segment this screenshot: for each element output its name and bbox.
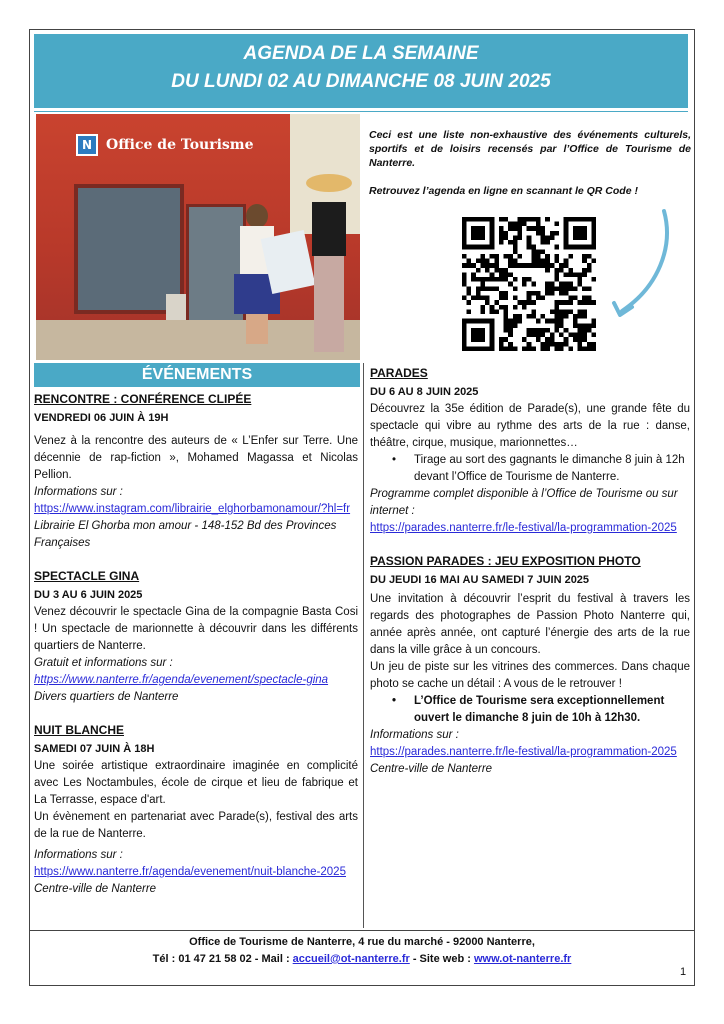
event-info-label: Informations sur :	[34, 849, 123, 861]
office-sign-text: Office de Tourisme	[106, 137, 254, 153]
header-banner	[34, 34, 688, 108]
event-bullet: • Tirage au sort des gagnants le dimanche 8 juin à 12h devant l’Office de Tourisme de Nanterre.	[370, 452, 690, 486]
event-title: RENCONTRE : CONFÉRENCE CLIPÉE	[34, 392, 252, 406]
person-with-hat	[302, 174, 360, 354]
event-link[interactable]: https://www.nanterre.fr/agenda/evenement/nuit-blanche-2025	[34, 866, 346, 878]
event-info-label: Informations sur :	[34, 486, 123, 498]
event-title: NUIT BLANCHE	[34, 723, 124, 737]
footer-phone: Tél : 01 47 21 58 02 - Mail :	[152, 953, 293, 965]
event-info-label: Programme complet disponible à l’Office de Tourisme ou sur internet :	[370, 488, 678, 517]
event-date: DU 6 AU 8 JUIN 2025	[370, 386, 479, 398]
events-left-column	[34, 391, 358, 914]
qr-code-icon[interactable]	[462, 217, 596, 351]
column-divider	[363, 363, 364, 928]
event-link[interactable]: https://www.nanterre.fr/agenda/evenement/spectacle-gina	[34, 674, 329, 686]
event-description: Une invitation à découvrir l’esprit du festival à travers les regards des photographes de Passion Photo Nanterre qui, année après année, ont capturé l’énergie des arts de la rue dans la ville grâce à un concours.	[370, 593, 690, 656]
event-title: PASSION PARADES : JEU EXPOSITION PHOTO	[370, 554, 641, 568]
event-date: SAMEDI 07 JUIN À 18H	[34, 743, 155, 755]
event-description: Venez à la rencontre des auteurs de « L’Enfer sur Terre. Une décennie de rap-fiction », Mohamed Magassa et Nicolas Pellion.	[34, 435, 358, 481]
event-title: SPECTACLE GINA	[34, 569, 140, 583]
event-parades	[370, 365, 690, 537]
event-description-extra: Un évènement en partenariat avec Parade(s), festival des arts de la rue de Nanterre.	[34, 811, 358, 840]
office-sign	[76, 130, 266, 160]
footer-contact	[34, 951, 690, 968]
banner-title: AGENDA DE LA SEMAINE	[243, 43, 479, 64]
event-date: DU 3 AU 6 JUIN 2025	[34, 589, 143, 601]
event-link[interactable]: https://parades.nanterre.fr/le-festival/la-programmation-2025	[370, 522, 677, 534]
qr-instruction: Retrouvez l’agenda en ligne en scannant le QR Code !	[369, 185, 638, 197]
event-place: Centre-ville de Nanterre	[34, 883, 157, 895]
event-rencontre	[34, 391, 358, 552]
footer	[34, 934, 690, 968]
event-info-label: Gratuit et informations sur :	[34, 657, 173, 669]
event-description: Une soirée artistique extraordinaire imaginée en complicité avec Les Noctambules, école de cirque et lieu de fabrique et La Terrasse, espace d'art.	[34, 760, 358, 806]
events-right-column	[370, 365, 690, 794]
event-date: DU JEUDI 16 MAI AU SAMEDI 7 JUIN 2025	[370, 574, 590, 586]
curved-arrow-icon	[608, 207, 672, 317]
page-number: 1	[680, 966, 687, 978]
event-place: Librairie El Ghorba mon amour - 148-152 Bd des Provinces Françaises	[34, 520, 337, 549]
event-link[interactable]: https://parades.nanterre.fr/le-festival/la-programmation-2025	[370, 746, 677, 758]
footer-address: Office de Tourisme de Nanterre, 4 rue du marché - 92000 Nanterre,	[189, 936, 535, 948]
office-logo-icon: N	[76, 134, 98, 156]
event-passion-parades	[370, 553, 690, 778]
tourism-office-photo	[36, 114, 360, 360]
intro-paragraph: Ceci est une liste non-exhaustive des événements culturels, sportifs et de loisirs recensés par l’Office de Tourisme de Nanterre.	[369, 129, 691, 169]
banner-divider	[34, 111, 688, 112]
event-date: VENDREDI 06 JUIN À 19H	[34, 412, 169, 424]
section-title-events: ÉVÉNEMENTS	[34, 363, 360, 387]
event-place: Divers quartiers de Nanterre	[34, 691, 179, 703]
event-place: Centre-ville de Nanterre	[370, 763, 493, 775]
event-description-extra: Un jeu de piste sur les vitrines des commerces. Dans chaque photo se cache un détail : A vous de le retrouver !	[370, 661, 690, 690]
event-title: PARADES	[370, 366, 428, 380]
banner-dates: DU LUNDI 02 AU DIMANCHE 08 JUIN 2025	[171, 71, 551, 92]
event-spectacle-gina	[34, 568, 358, 706]
footer-site-label: - Site web :	[409, 953, 474, 965]
footer-mail-link[interactable]: accueil@ot-nanterre.fr	[292, 953, 410, 965]
intro-text	[369, 128, 691, 198]
footer-divider	[30, 930, 695, 931]
event-link[interactable]: https://www.instagram.com/librairie_elghorbamonamour/?hl=fr	[34, 503, 351, 515]
event-nuit-blanche	[34, 722, 358, 898]
event-info-label: Informations sur :	[370, 729, 459, 741]
footer-site-link[interactable]: www.ot-nanterre.fr	[473, 953, 572, 965]
event-description: Découvrez la 35e édition de Parade(s), une grande fête du spectacle qui vibre au rythme des arts de la rue : danse, théâtre, cirque, musique, marionnettes…	[370, 403, 690, 449]
event-bullet: • L’Office de Tourisme sera exceptionnellement ouvert le dimanche 8 juin de 10h à 12h30.	[370, 693, 690, 727]
event-description: Venez découvrir le spectacle Gina de la compagnie Basta Cosi ! Un spectacle de marionnette à découvrir dans les différents quartiers de Nanterre.	[34, 606, 358, 652]
